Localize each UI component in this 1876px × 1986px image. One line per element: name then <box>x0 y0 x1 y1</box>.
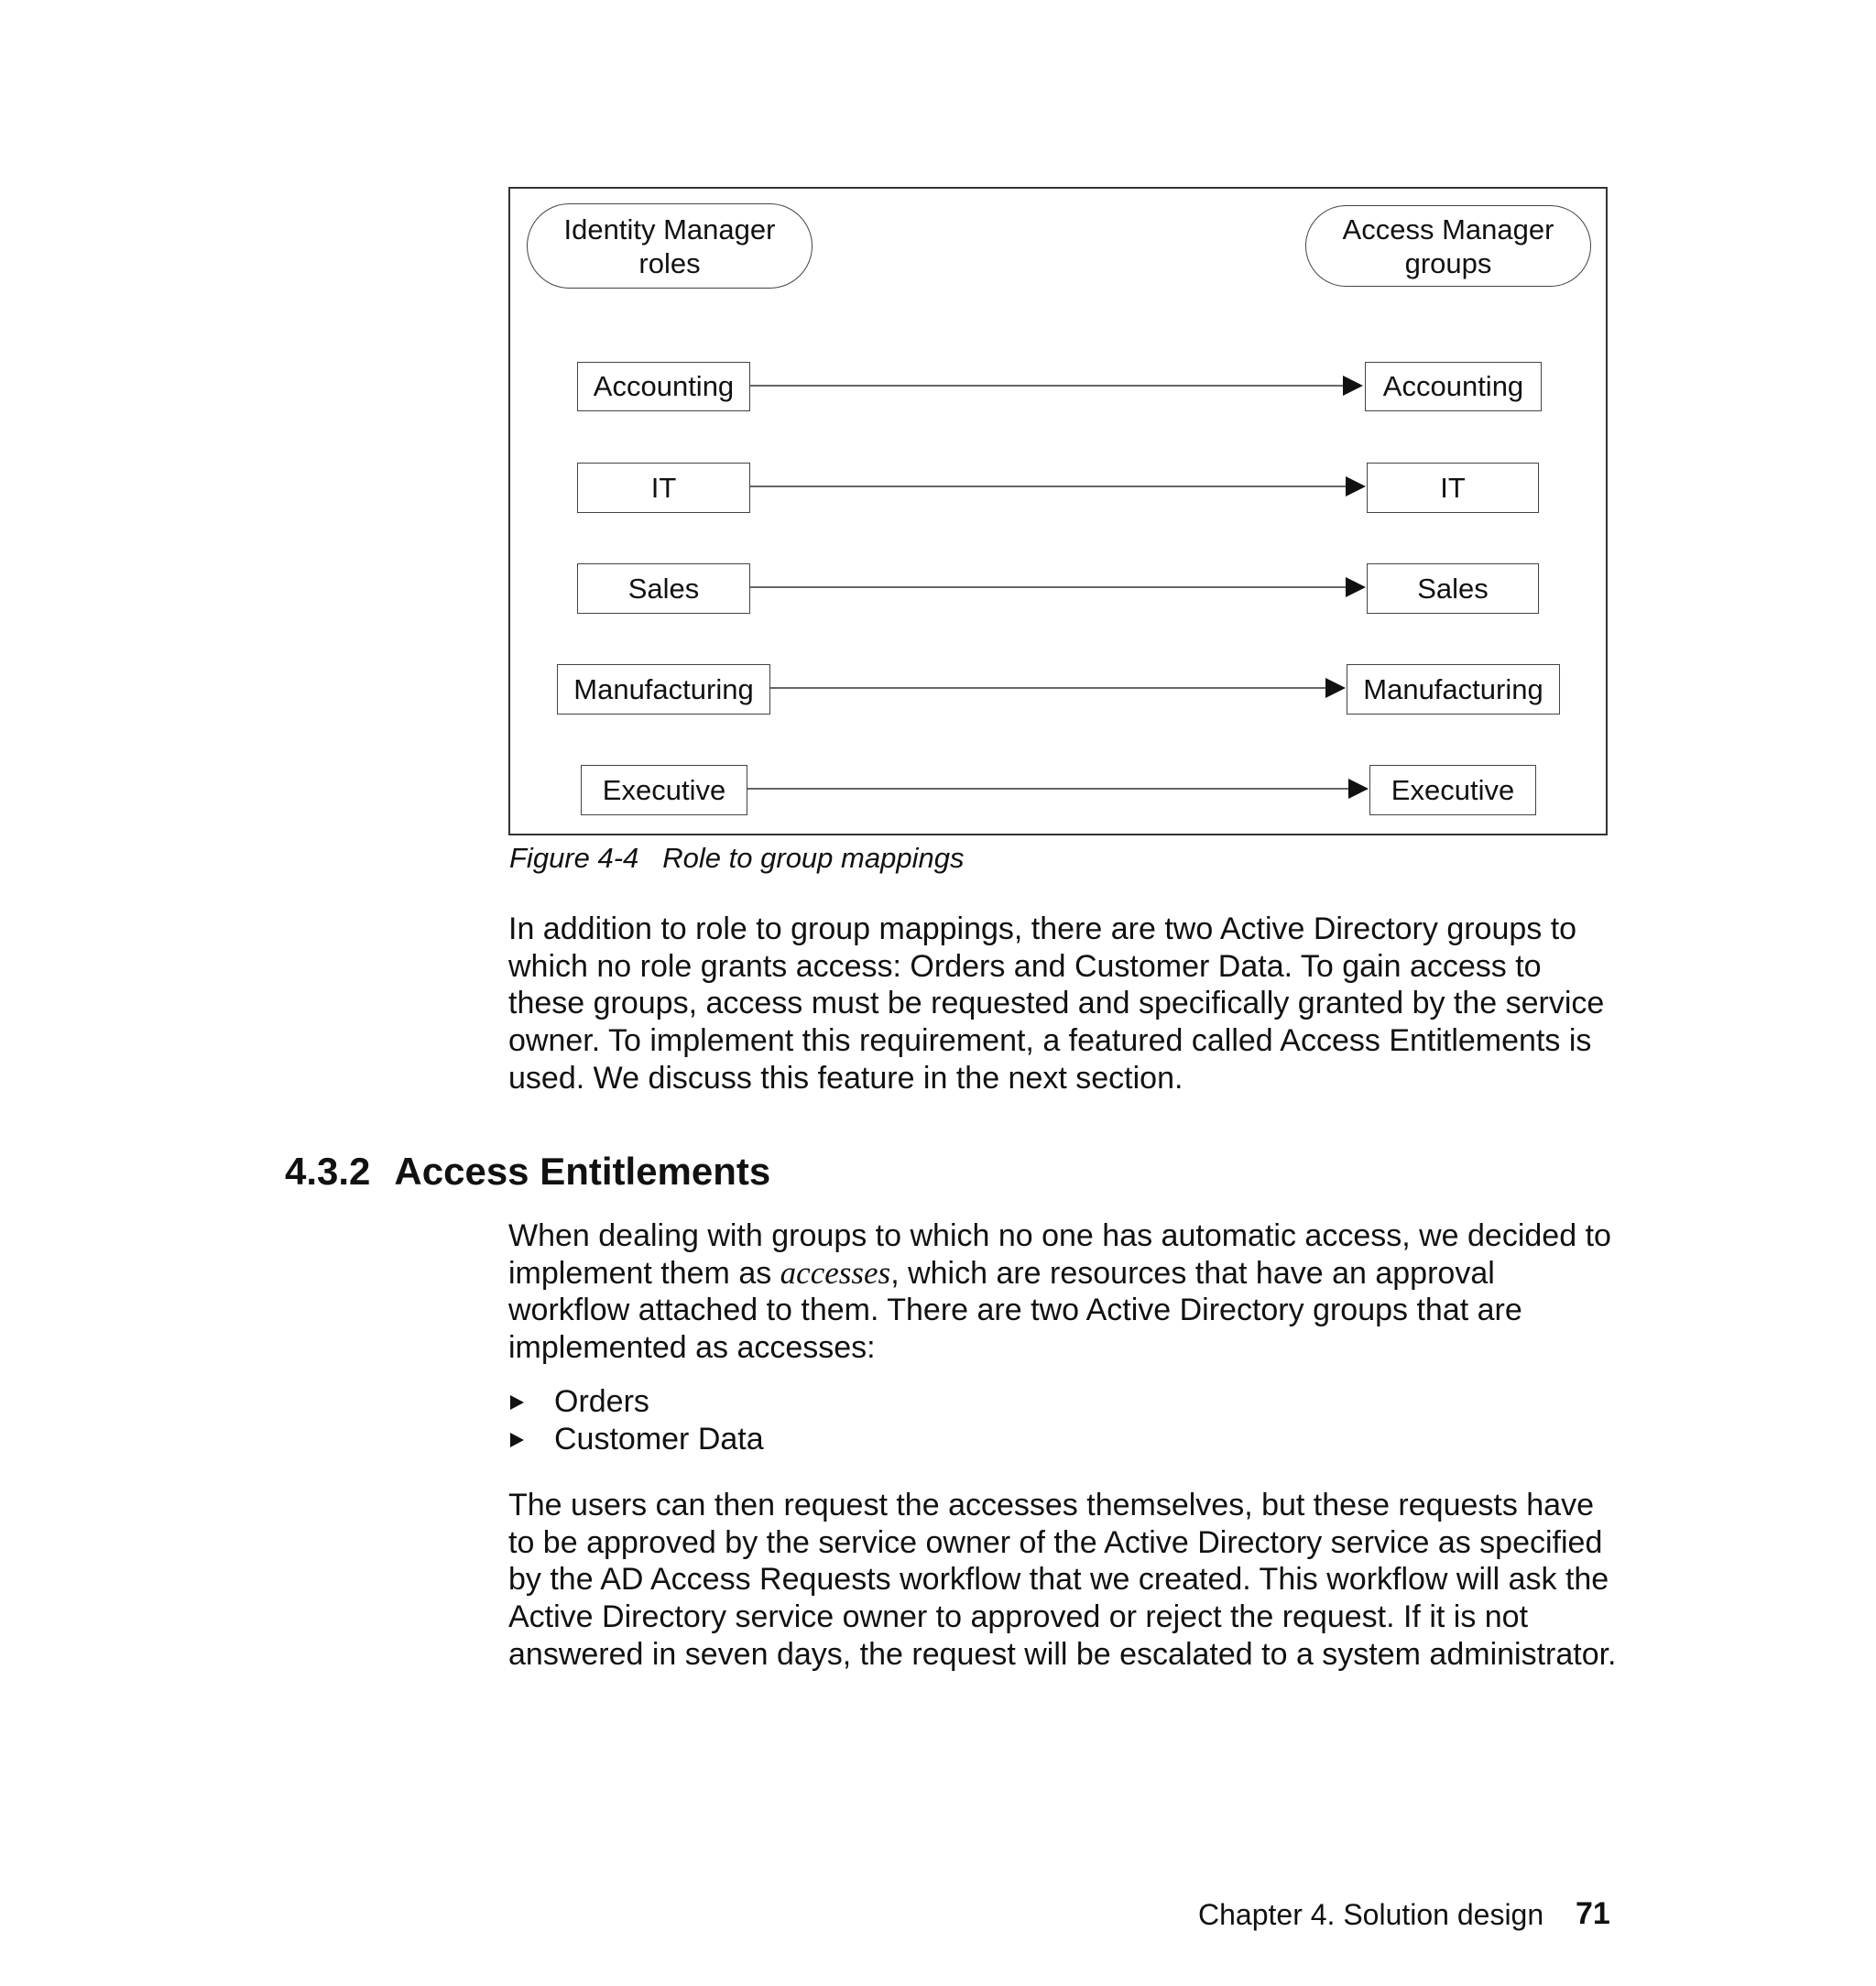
section-title: Access Entitlements <box>394 1150 771 1193</box>
role-box-sales: Sales <box>577 563 750 614</box>
paragraph-line: In addition to role to group mappings, there are two Active Directory groups to <box>508 911 1577 946</box>
emphasized-term: accesses <box>780 1254 891 1291</box>
group-box-sales: Sales <box>1367 563 1539 614</box>
paragraph-text: implement them as <box>508 1255 780 1291</box>
role-box-executive: Executive <box>581 765 747 815</box>
group-box-executive: Executive <box>1369 765 1536 815</box>
footer-chapter-title: Chapter 4. Solution design <box>1198 1898 1544 1931</box>
paragraph-access-entitlements-intro <box>508 1217 1626 1367</box>
paragraph-line: owner. To implement this requirement, a featured called Access Entitlements is <box>508 1023 1592 1059</box>
paragraph-line: to be approved by the service owner of the Active Directory service as specified <box>508 1524 1603 1560</box>
bullet-text: Customer Data <box>554 1422 764 1457</box>
role-box-manufacturing: Manufacturing <box>557 664 770 715</box>
bullet-text: Orders <box>554 1384 649 1419</box>
paragraph-line: Active Directory service owner to approved or reject the request. If it is not <box>508 1599 1529 1635</box>
paragraph-line: which no role grants access: Orders and Customer Data. To gain access to <box>508 948 1542 984</box>
bullet-item-orders <box>508 1383 764 1421</box>
group-box-manufacturing: Manufacturing <box>1347 664 1560 715</box>
group-box-accounting: Accounting <box>1365 362 1542 411</box>
paragraph-line: answered in seven days, the request will be escalated to a system administrator. <box>508 1636 1617 1672</box>
role-box-accounting: Accounting <box>577 362 750 411</box>
paragraph-line: workflow attached to them. There are two Active Directory groups that are <box>508 1293 1522 1328</box>
identity-manager-roles-header: Identity Manager roles <box>527 203 813 289</box>
paragraph-line: The users can then request the accesses themselves, but these requests have <box>508 1488 1595 1522</box>
paragraph-role-mappings <box>508 911 1626 1097</box>
section-heading <box>285 1150 770 1194</box>
access-manager-groups-header: Access Manager groups <box>1305 205 1591 287</box>
paragraph-line: these groups, access must be requested and specifically granted by the service <box>508 986 1605 1021</box>
figure-caption-number: Figure 4-4 <box>509 842 639 874</box>
paragraph-line: implemented as accesses: <box>508 1330 876 1366</box>
paragraph-line: When dealing with groups to which no one has automatic access, we decided to <box>508 1218 1611 1253</box>
bullet-list <box>508 1383 764 1458</box>
paragraph-access-requests <box>508 1487 1626 1674</box>
page-number: 71 <box>1576 1896 1610 1931</box>
group-box-it: IT <box>1367 463 1539 513</box>
paragraph-line: by the AD Access Requests workflow that we created. This workflow will ask the <box>508 1562 1609 1598</box>
paragraph-line <box>508 1255 1626 1293</box>
paragraph-text: , which are resources that have an approval <box>890 1255 1495 1291</box>
section-number: 4.3.2 <box>285 1150 371 1193</box>
bullet-item-customer-data <box>508 1421 764 1458</box>
role-box-it: IT <box>577 463 750 513</box>
figure-caption <box>509 842 964 875</box>
figure-caption-title: Role to group mappings <box>662 842 965 874</box>
triangle-bullet-icon <box>510 1395 524 1410</box>
triangle-bullet-icon <box>510 1433 524 1447</box>
paragraph-line: used. We discuss this feature in the next section. <box>508 1060 1183 1096</box>
